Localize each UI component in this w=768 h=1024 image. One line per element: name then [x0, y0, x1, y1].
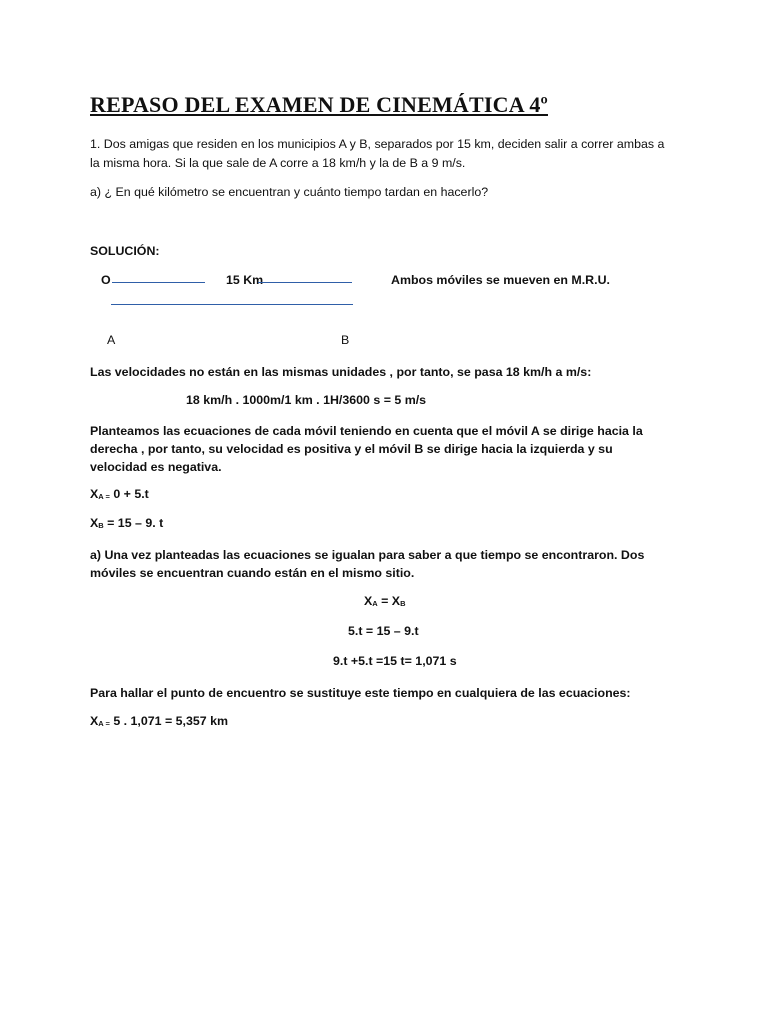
equations-intro-line-2: derecha , por tanto, su velocidad es positiva y el móvil B se dirige hacia la izquierda y su — [90, 442, 613, 456]
solution-heading: SOLUCIÓN: — [90, 244, 160, 258]
distance-label: 15 Km — [226, 273, 264, 287]
diagram-line-top-mid — [258, 282, 306, 283]
equation-xa-var: X — [90, 487, 99, 501]
motion-note: Ambos móviles se mueven en M.R.U. — [391, 273, 610, 287]
equality-mid: = X — [377, 594, 401, 608]
equation-xb-rhs: = 15 – 9. t — [103, 516, 164, 530]
step-a-line-1: a) Una vez planteadas las ecuaciones se igualan para saber a que tiempo se encontraron. Dos — [90, 548, 645, 562]
meeting-point-text: Para hallar el punto de encuentro se sustituye este tiempo en cualquiera de las ecuaciones: — [90, 686, 631, 700]
conversion-equation: 18 km/h . 1000m/1 km . 1H/3600 s = 5 m/s — [186, 393, 427, 407]
diagram-line-top-right — [306, 282, 352, 283]
diagram-line-bottom — [111, 304, 353, 305]
origin-label: O — [101, 273, 111, 287]
equation-xa-sub: A = — [98, 492, 110, 501]
equation-xa-rhs: 0 + 5.t — [109, 487, 149, 501]
equation-xb — [90, 516, 163, 530]
equation-result-rhs: 5 . 1,071 = 5,357 km — [109, 714, 229, 728]
step-a-line-2: móviles se encuentran cuando están en el mismo sitio. — [90, 566, 415, 580]
point-a-label: A — [107, 333, 116, 347]
page-title: REPASO DEL EXAMEN DE CINEMÁTICA 4º — [90, 92, 548, 117]
equation-line-2: 5.t = 15 – 9.t — [348, 624, 419, 638]
question-a: a) ¿ En qué kilómetro se encuentran y cuánto tiempo tardan en hacerlo? — [90, 185, 489, 199]
equation-result — [90, 714, 228, 728]
equality-left-sub: A — [372, 599, 378, 608]
equation-xb-var: X — [90, 516, 99, 530]
equation-xb-sub: B — [98, 521, 104, 530]
equations-intro-line-1: Planteamos las ecuaciones de cada móvil teniendo en cuenta que el móvil A se dirige hacia la — [90, 424, 643, 438]
equation-result-sub: A = — [98, 719, 110, 728]
equations-intro-line-3: velocidad es negativa. — [90, 460, 222, 474]
equation-xa — [90, 487, 149, 501]
equality-equation — [364, 594, 406, 608]
units-text: Las velocidades no están en las mismas unidades , por tanto, se pasa 18 km/h a m/s: — [90, 365, 592, 379]
equality-left-var: X — [364, 594, 373, 608]
equality-right-sub: B — [400, 599, 406, 608]
equation-result-var: X — [90, 714, 99, 728]
diagram-line-top-left — [112, 282, 205, 283]
problem-statement-line-2: la misma hora. Si la que sale de A corre a 18 km/h y la de B a 9 m/s. — [90, 156, 466, 170]
problem-statement-line-1: 1. Dos amigas que residen en los municipios A y B, separados por 15 km, deciden salir a correr ambas a — [90, 137, 665, 151]
point-b-label: B — [341, 333, 350, 347]
equation-line-3: 9.t +5.t =15 t= 1,071 s — [333, 654, 457, 668]
